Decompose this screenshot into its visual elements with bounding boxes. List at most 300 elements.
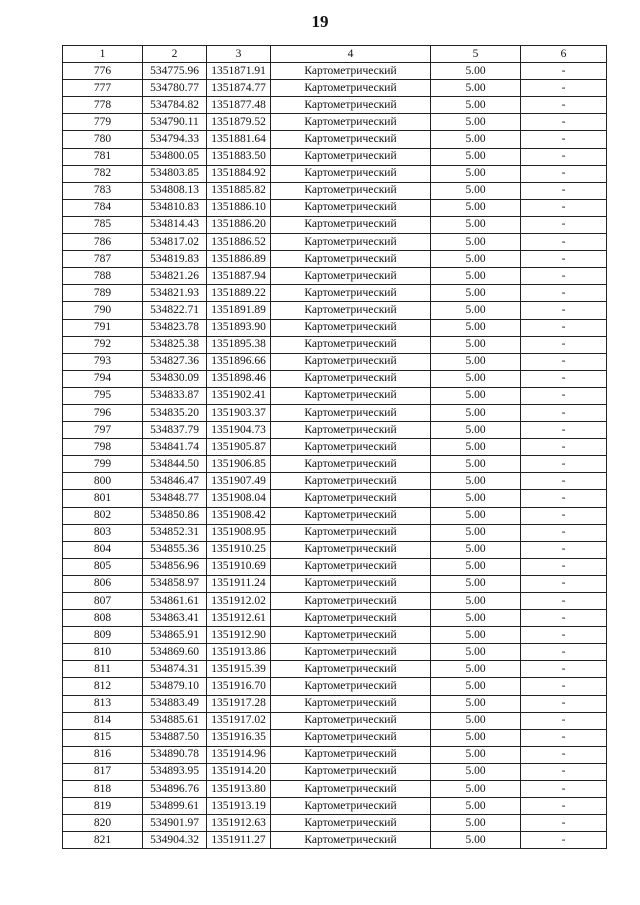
table-cell: - xyxy=(521,507,607,524)
table-cell: 534893.95 xyxy=(143,763,207,780)
table-cell: - xyxy=(521,644,607,661)
table-cell: 5.00 xyxy=(431,763,521,780)
table-row xyxy=(63,593,607,610)
table-cell: 1351914.96 xyxy=(207,746,271,763)
table-cell: Картометрический xyxy=(271,234,431,251)
table-row xyxy=(63,729,607,746)
table-cell: - xyxy=(521,216,607,233)
table-cell: 5.00 xyxy=(431,661,521,678)
table-cell: 796 xyxy=(63,404,143,421)
table-cell: Картометрический xyxy=(271,627,431,644)
table-cell: 5.00 xyxy=(431,832,521,849)
table-row xyxy=(63,404,607,421)
table-cell: Картометрический xyxy=(271,558,431,575)
table-cell: Картометрический xyxy=(271,404,431,421)
table-cell: 534887.50 xyxy=(143,729,207,746)
table-cell: 779 xyxy=(63,114,143,131)
table-cell: 1351913.86 xyxy=(207,644,271,661)
table-row xyxy=(63,798,607,815)
table-cell: 809 xyxy=(63,627,143,644)
table-cell: 5.00 xyxy=(431,148,521,165)
table-cell: - xyxy=(521,285,607,302)
table-cell: Картометрический xyxy=(271,199,431,216)
table-cell: 1351913.19 xyxy=(207,798,271,815)
table-cell: 534800.05 xyxy=(143,148,207,165)
table-row xyxy=(63,541,607,558)
table-cell: Картометрический xyxy=(271,336,431,353)
table-cell: - xyxy=(521,593,607,610)
table-cell: Картометрический xyxy=(271,63,431,80)
table-cell: 789 xyxy=(63,285,143,302)
table-cell: 5.00 xyxy=(431,182,521,199)
table-cell: 1351885.82 xyxy=(207,182,271,199)
table-cell: Картометрический xyxy=(271,815,431,832)
table-cell: - xyxy=(521,695,607,712)
table-cell: 801 xyxy=(63,490,143,507)
table-cell: 1351903.37 xyxy=(207,404,271,421)
column-header: 1 xyxy=(63,46,143,63)
table-cell: - xyxy=(521,746,607,763)
table-row xyxy=(63,627,607,644)
table-cell: 794 xyxy=(63,370,143,387)
table-cell: 534837.79 xyxy=(143,422,207,439)
table-cell: - xyxy=(521,387,607,404)
table-cell: 5.00 xyxy=(431,63,521,80)
table-cell: 1351911.27 xyxy=(207,832,271,849)
table-cell: 1351907.49 xyxy=(207,473,271,490)
table-cell: Картометрический xyxy=(271,781,431,798)
table-cell: 5.00 xyxy=(431,593,521,610)
table-cell: 1351908.42 xyxy=(207,507,271,524)
table-cell: 5.00 xyxy=(431,387,521,404)
table-cell: 5.00 xyxy=(431,524,521,541)
table-cell: 1351911.24 xyxy=(207,575,271,592)
table-cell: - xyxy=(521,781,607,798)
table-cell: 1351913.80 xyxy=(207,781,271,798)
table-cell: 534823.78 xyxy=(143,319,207,336)
table-cell: 803 xyxy=(63,524,143,541)
table-cell: 5.00 xyxy=(431,746,521,763)
table-cell: 5.00 xyxy=(431,558,521,575)
table-cell: 791 xyxy=(63,319,143,336)
table-cell: - xyxy=(521,490,607,507)
table-cell: 534790.11 xyxy=(143,114,207,131)
table-cell: Картометрический xyxy=(271,285,431,302)
table-cell: 5.00 xyxy=(431,319,521,336)
table-body xyxy=(63,63,607,849)
table-row xyxy=(63,422,607,439)
table-cell: 1351871.91 xyxy=(207,63,271,80)
table-row xyxy=(63,336,607,353)
table-cell: 5.00 xyxy=(431,114,521,131)
table-cell: 5.00 xyxy=(431,541,521,558)
table-row xyxy=(63,131,607,148)
table-cell: 5.00 xyxy=(431,97,521,114)
table-row xyxy=(63,524,607,541)
table-cell: 534883.49 xyxy=(143,695,207,712)
table-cell: 534865.91 xyxy=(143,627,207,644)
coordinates-table xyxy=(62,45,607,849)
table-cell: 534874.31 xyxy=(143,661,207,678)
table-cell: - xyxy=(521,473,607,490)
table-cell: Картометрический xyxy=(271,148,431,165)
table-cell: 5.00 xyxy=(431,439,521,456)
table-cell: 1351895.38 xyxy=(207,336,271,353)
table-cell: 813 xyxy=(63,695,143,712)
table-cell: 534869.60 xyxy=(143,644,207,661)
table-cell: 534846.47 xyxy=(143,473,207,490)
table-cell: Картометрический xyxy=(271,456,431,473)
table-cell: 778 xyxy=(63,97,143,114)
table-cell: 5.00 xyxy=(431,370,521,387)
table-cell: 793 xyxy=(63,353,143,370)
table-row xyxy=(63,507,607,524)
table-cell: 1351910.25 xyxy=(207,541,271,558)
table-cell: 5.00 xyxy=(431,234,521,251)
table-row xyxy=(63,712,607,729)
table-cell: 805 xyxy=(63,558,143,575)
table-row xyxy=(63,695,607,712)
table-cell: 534841.74 xyxy=(143,439,207,456)
column-header: 6 xyxy=(521,46,607,63)
table-cell: 1351874.77 xyxy=(207,80,271,97)
table-cell: 777 xyxy=(63,80,143,97)
table-cell: - xyxy=(521,678,607,695)
table-cell: 1351893.90 xyxy=(207,319,271,336)
table-row xyxy=(63,387,607,404)
page-number: 19 xyxy=(311,12,329,31)
table-cell: - xyxy=(521,234,607,251)
table-cell: Картометрический xyxy=(271,473,431,490)
table-cell: 534808.13 xyxy=(143,182,207,199)
table-cell: 534858.97 xyxy=(143,575,207,592)
table-cell: 1351877.48 xyxy=(207,97,271,114)
table-cell: 1351916.35 xyxy=(207,729,271,746)
table-cell: - xyxy=(521,80,607,97)
table-cell: 782 xyxy=(63,165,143,182)
table-cell: 534825.38 xyxy=(143,336,207,353)
table-row xyxy=(63,80,607,97)
table-cell: 5.00 xyxy=(431,798,521,815)
table-cell: 1351917.02 xyxy=(207,712,271,729)
table-row xyxy=(63,234,607,251)
table-cell: - xyxy=(521,729,607,746)
table-cell: 1351914.20 xyxy=(207,763,271,780)
table-cell: - xyxy=(521,558,607,575)
table-header-row xyxy=(63,46,607,63)
table-row xyxy=(63,781,607,798)
table-cell: Картометрический xyxy=(271,268,431,285)
table-cell: - xyxy=(521,199,607,216)
table-cell: - xyxy=(521,182,607,199)
column-header: 3 xyxy=(207,46,271,63)
table-cell: 1351902.41 xyxy=(207,387,271,404)
table-cell: 5.00 xyxy=(431,678,521,695)
table-cell: 781 xyxy=(63,148,143,165)
table-cell: 1351883.50 xyxy=(207,148,271,165)
table-row xyxy=(63,148,607,165)
table-cell: 534775.96 xyxy=(143,63,207,80)
table-cell: Картометрический xyxy=(271,593,431,610)
table-cell: Картометрический xyxy=(271,114,431,131)
table-row xyxy=(63,456,607,473)
table-cell: 1351908.95 xyxy=(207,524,271,541)
table-cell: 1351898.46 xyxy=(207,370,271,387)
table-cell: 5.00 xyxy=(431,610,521,627)
table-row xyxy=(63,575,607,592)
table-cell: 534904.32 xyxy=(143,832,207,849)
table-cell: 780 xyxy=(63,131,143,148)
table-cell: 798 xyxy=(63,439,143,456)
table-cell: 1351906.85 xyxy=(207,456,271,473)
table-cell: 784 xyxy=(63,199,143,216)
table-cell: 1351916.70 xyxy=(207,678,271,695)
table-row xyxy=(63,165,607,182)
table-cell: Картометрический xyxy=(271,216,431,233)
table-cell: 5.00 xyxy=(431,268,521,285)
table-cell: - xyxy=(521,627,607,644)
table-cell: 5.00 xyxy=(431,575,521,592)
table-row xyxy=(63,285,607,302)
table-cell: 5.00 xyxy=(431,456,521,473)
table-cell: Картометрический xyxy=(271,490,431,507)
table-cell: 1351886.10 xyxy=(207,199,271,216)
table-cell: 792 xyxy=(63,336,143,353)
table-cell: - xyxy=(521,524,607,541)
table-cell: - xyxy=(521,661,607,678)
table-cell: - xyxy=(521,439,607,456)
table-cell: 797 xyxy=(63,422,143,439)
table-cell: - xyxy=(521,798,607,815)
table-row xyxy=(63,558,607,575)
table-cell: 1351879.52 xyxy=(207,114,271,131)
table-cell: - xyxy=(521,336,607,353)
table-cell: Картометрический xyxy=(271,439,431,456)
table-row xyxy=(63,644,607,661)
table-cell: - xyxy=(521,541,607,558)
table-cell: 534850.86 xyxy=(143,507,207,524)
table-cell: 1351912.02 xyxy=(207,593,271,610)
table-cell: 1351905.87 xyxy=(207,439,271,456)
table-cell: 5.00 xyxy=(431,473,521,490)
table-cell: - xyxy=(521,131,607,148)
table-cell: 5.00 xyxy=(431,507,521,524)
table-row xyxy=(63,319,607,336)
table-cell: 1351884.92 xyxy=(207,165,271,182)
table-cell: 1351912.90 xyxy=(207,627,271,644)
column-header: 4 xyxy=(271,46,431,63)
table-cell: 795 xyxy=(63,387,143,404)
table-cell: - xyxy=(521,832,607,849)
table-cell: 534817.02 xyxy=(143,234,207,251)
table-row xyxy=(63,216,607,233)
table-cell: Картометрический xyxy=(271,610,431,627)
table-cell: 812 xyxy=(63,678,143,695)
table-cell: Картометрический xyxy=(271,97,431,114)
table-row xyxy=(63,763,607,780)
table-cell: 810 xyxy=(63,644,143,661)
table-cell: Картометрический xyxy=(271,319,431,336)
table-cell: 534780.77 xyxy=(143,80,207,97)
table-row xyxy=(63,114,607,131)
table-cell: 534896.76 xyxy=(143,781,207,798)
table-cell: - xyxy=(521,97,607,114)
table-cell: 806 xyxy=(63,575,143,592)
table-cell: Картометрический xyxy=(271,524,431,541)
table-cell: 5.00 xyxy=(431,285,521,302)
table-cell: - xyxy=(521,404,607,421)
table-cell: 5.00 xyxy=(431,815,521,832)
table-cell: Картометрический xyxy=(271,131,431,148)
table-cell: Картометрический xyxy=(271,678,431,695)
table-cell: 5.00 xyxy=(431,251,521,268)
table-cell: 800 xyxy=(63,473,143,490)
table-cell: 5.00 xyxy=(431,216,521,233)
table-row xyxy=(63,746,607,763)
table-cell: 534848.77 xyxy=(143,490,207,507)
table-cell: - xyxy=(521,268,607,285)
table-cell: 5.00 xyxy=(431,353,521,370)
table-row xyxy=(63,370,607,387)
table-cell: 816 xyxy=(63,746,143,763)
table-cell: 5.00 xyxy=(431,627,521,644)
table-cell: 5.00 xyxy=(431,422,521,439)
table-row xyxy=(63,268,607,285)
table-cell: 5.00 xyxy=(431,80,521,97)
table-cell: 1351891.89 xyxy=(207,302,271,319)
table-cell: 534861.61 xyxy=(143,593,207,610)
table-cell: - xyxy=(521,353,607,370)
table-cell: - xyxy=(521,575,607,592)
table-cell: 814 xyxy=(63,712,143,729)
table-cell: 1351887.94 xyxy=(207,268,271,285)
table-cell: - xyxy=(521,370,607,387)
table-cell: Картометрический xyxy=(271,541,431,558)
table-cell: - xyxy=(521,251,607,268)
table-cell: 534890.78 xyxy=(143,746,207,763)
table-cell: 1351896.66 xyxy=(207,353,271,370)
table-cell: 1351912.61 xyxy=(207,610,271,627)
table-cell: Картометрический xyxy=(271,370,431,387)
table-row xyxy=(63,251,607,268)
table-cell: 815 xyxy=(63,729,143,746)
table-row xyxy=(63,661,607,678)
table-cell: Картометрический xyxy=(271,353,431,370)
table-cell: Картометрический xyxy=(271,695,431,712)
table-cell: 534879.10 xyxy=(143,678,207,695)
table-cell: Картометрический xyxy=(271,302,431,319)
table-cell: 1351904.73 xyxy=(207,422,271,439)
table-cell: 808 xyxy=(63,610,143,627)
table-cell: - xyxy=(521,456,607,473)
table-cell: 534814.43 xyxy=(143,216,207,233)
table-cell: 783 xyxy=(63,182,143,199)
table-row xyxy=(63,490,607,507)
table-row xyxy=(63,832,607,849)
table-cell: 788 xyxy=(63,268,143,285)
table-row xyxy=(63,63,607,80)
table-cell: 785 xyxy=(63,216,143,233)
table-cell: Картометрический xyxy=(271,644,431,661)
table-cell: 534821.26 xyxy=(143,268,207,285)
table-cell: 817 xyxy=(63,763,143,780)
table-cell: 5.00 xyxy=(431,404,521,421)
table-cell: 1351889.22 xyxy=(207,285,271,302)
table-cell: 819 xyxy=(63,798,143,815)
table-cell: 799 xyxy=(63,456,143,473)
table-cell: 534855.36 xyxy=(143,541,207,558)
table-cell: Картометрический xyxy=(271,80,431,97)
table-cell: 534830.09 xyxy=(143,370,207,387)
column-header: 2 xyxy=(143,46,207,63)
table-cell: 820 xyxy=(63,815,143,832)
column-header: 5 xyxy=(431,46,521,63)
table-cell: 534852.31 xyxy=(143,524,207,541)
table-cell: 1351912.63 xyxy=(207,815,271,832)
table-cell: 534810.83 xyxy=(143,199,207,216)
table-row xyxy=(63,473,607,490)
table-row xyxy=(63,97,607,114)
table-cell: Картометрический xyxy=(271,387,431,404)
table-cell: Картометрический xyxy=(271,832,431,849)
table-cell: 534819.83 xyxy=(143,251,207,268)
table-row xyxy=(63,678,607,695)
table-cell: - xyxy=(521,148,607,165)
table-cell: Картометрический xyxy=(271,507,431,524)
table-row xyxy=(63,199,607,216)
table-cell: 5.00 xyxy=(431,644,521,661)
table-cell: 534863.41 xyxy=(143,610,207,627)
table-cell: 5.00 xyxy=(431,490,521,507)
table-cell: Картометрический xyxy=(271,165,431,182)
table-cell: 1351886.20 xyxy=(207,216,271,233)
table-cell: Картометрический xyxy=(271,712,431,729)
table-cell: 5.00 xyxy=(431,199,521,216)
table-cell: 5.00 xyxy=(431,781,521,798)
table-cell: 1351886.89 xyxy=(207,251,271,268)
table-cell: 534803.85 xyxy=(143,165,207,182)
table-cell: Картометрический xyxy=(271,422,431,439)
table-cell: 776 xyxy=(63,63,143,80)
table-cell: 534833.87 xyxy=(143,387,207,404)
table-cell: 534822.71 xyxy=(143,302,207,319)
table-cell: - xyxy=(521,165,607,182)
table-cell: 786 xyxy=(63,234,143,251)
table-cell: 534821.93 xyxy=(143,285,207,302)
table-cell: 811 xyxy=(63,661,143,678)
table-cell: 5.00 xyxy=(431,729,521,746)
table-row xyxy=(63,439,607,456)
table-cell: 1351915.39 xyxy=(207,661,271,678)
table-cell: 1351908.04 xyxy=(207,490,271,507)
table-row xyxy=(63,815,607,832)
table-cell: 787 xyxy=(63,251,143,268)
table-cell: 5.00 xyxy=(431,302,521,319)
table-cell: - xyxy=(521,610,607,627)
table-cell: Картометрический xyxy=(271,251,431,268)
table-cell: 821 xyxy=(63,832,143,849)
table-row xyxy=(63,353,607,370)
table-cell: 1351910.69 xyxy=(207,558,271,575)
table-cell: 534835.20 xyxy=(143,404,207,421)
table-cell: Картометрический xyxy=(271,746,431,763)
table-row xyxy=(63,182,607,199)
table-cell: - xyxy=(521,422,607,439)
table-cell: 534856.96 xyxy=(143,558,207,575)
table-cell: 5.00 xyxy=(431,695,521,712)
table-cell: 534794.33 xyxy=(143,131,207,148)
table-cell: 5.00 xyxy=(431,712,521,729)
